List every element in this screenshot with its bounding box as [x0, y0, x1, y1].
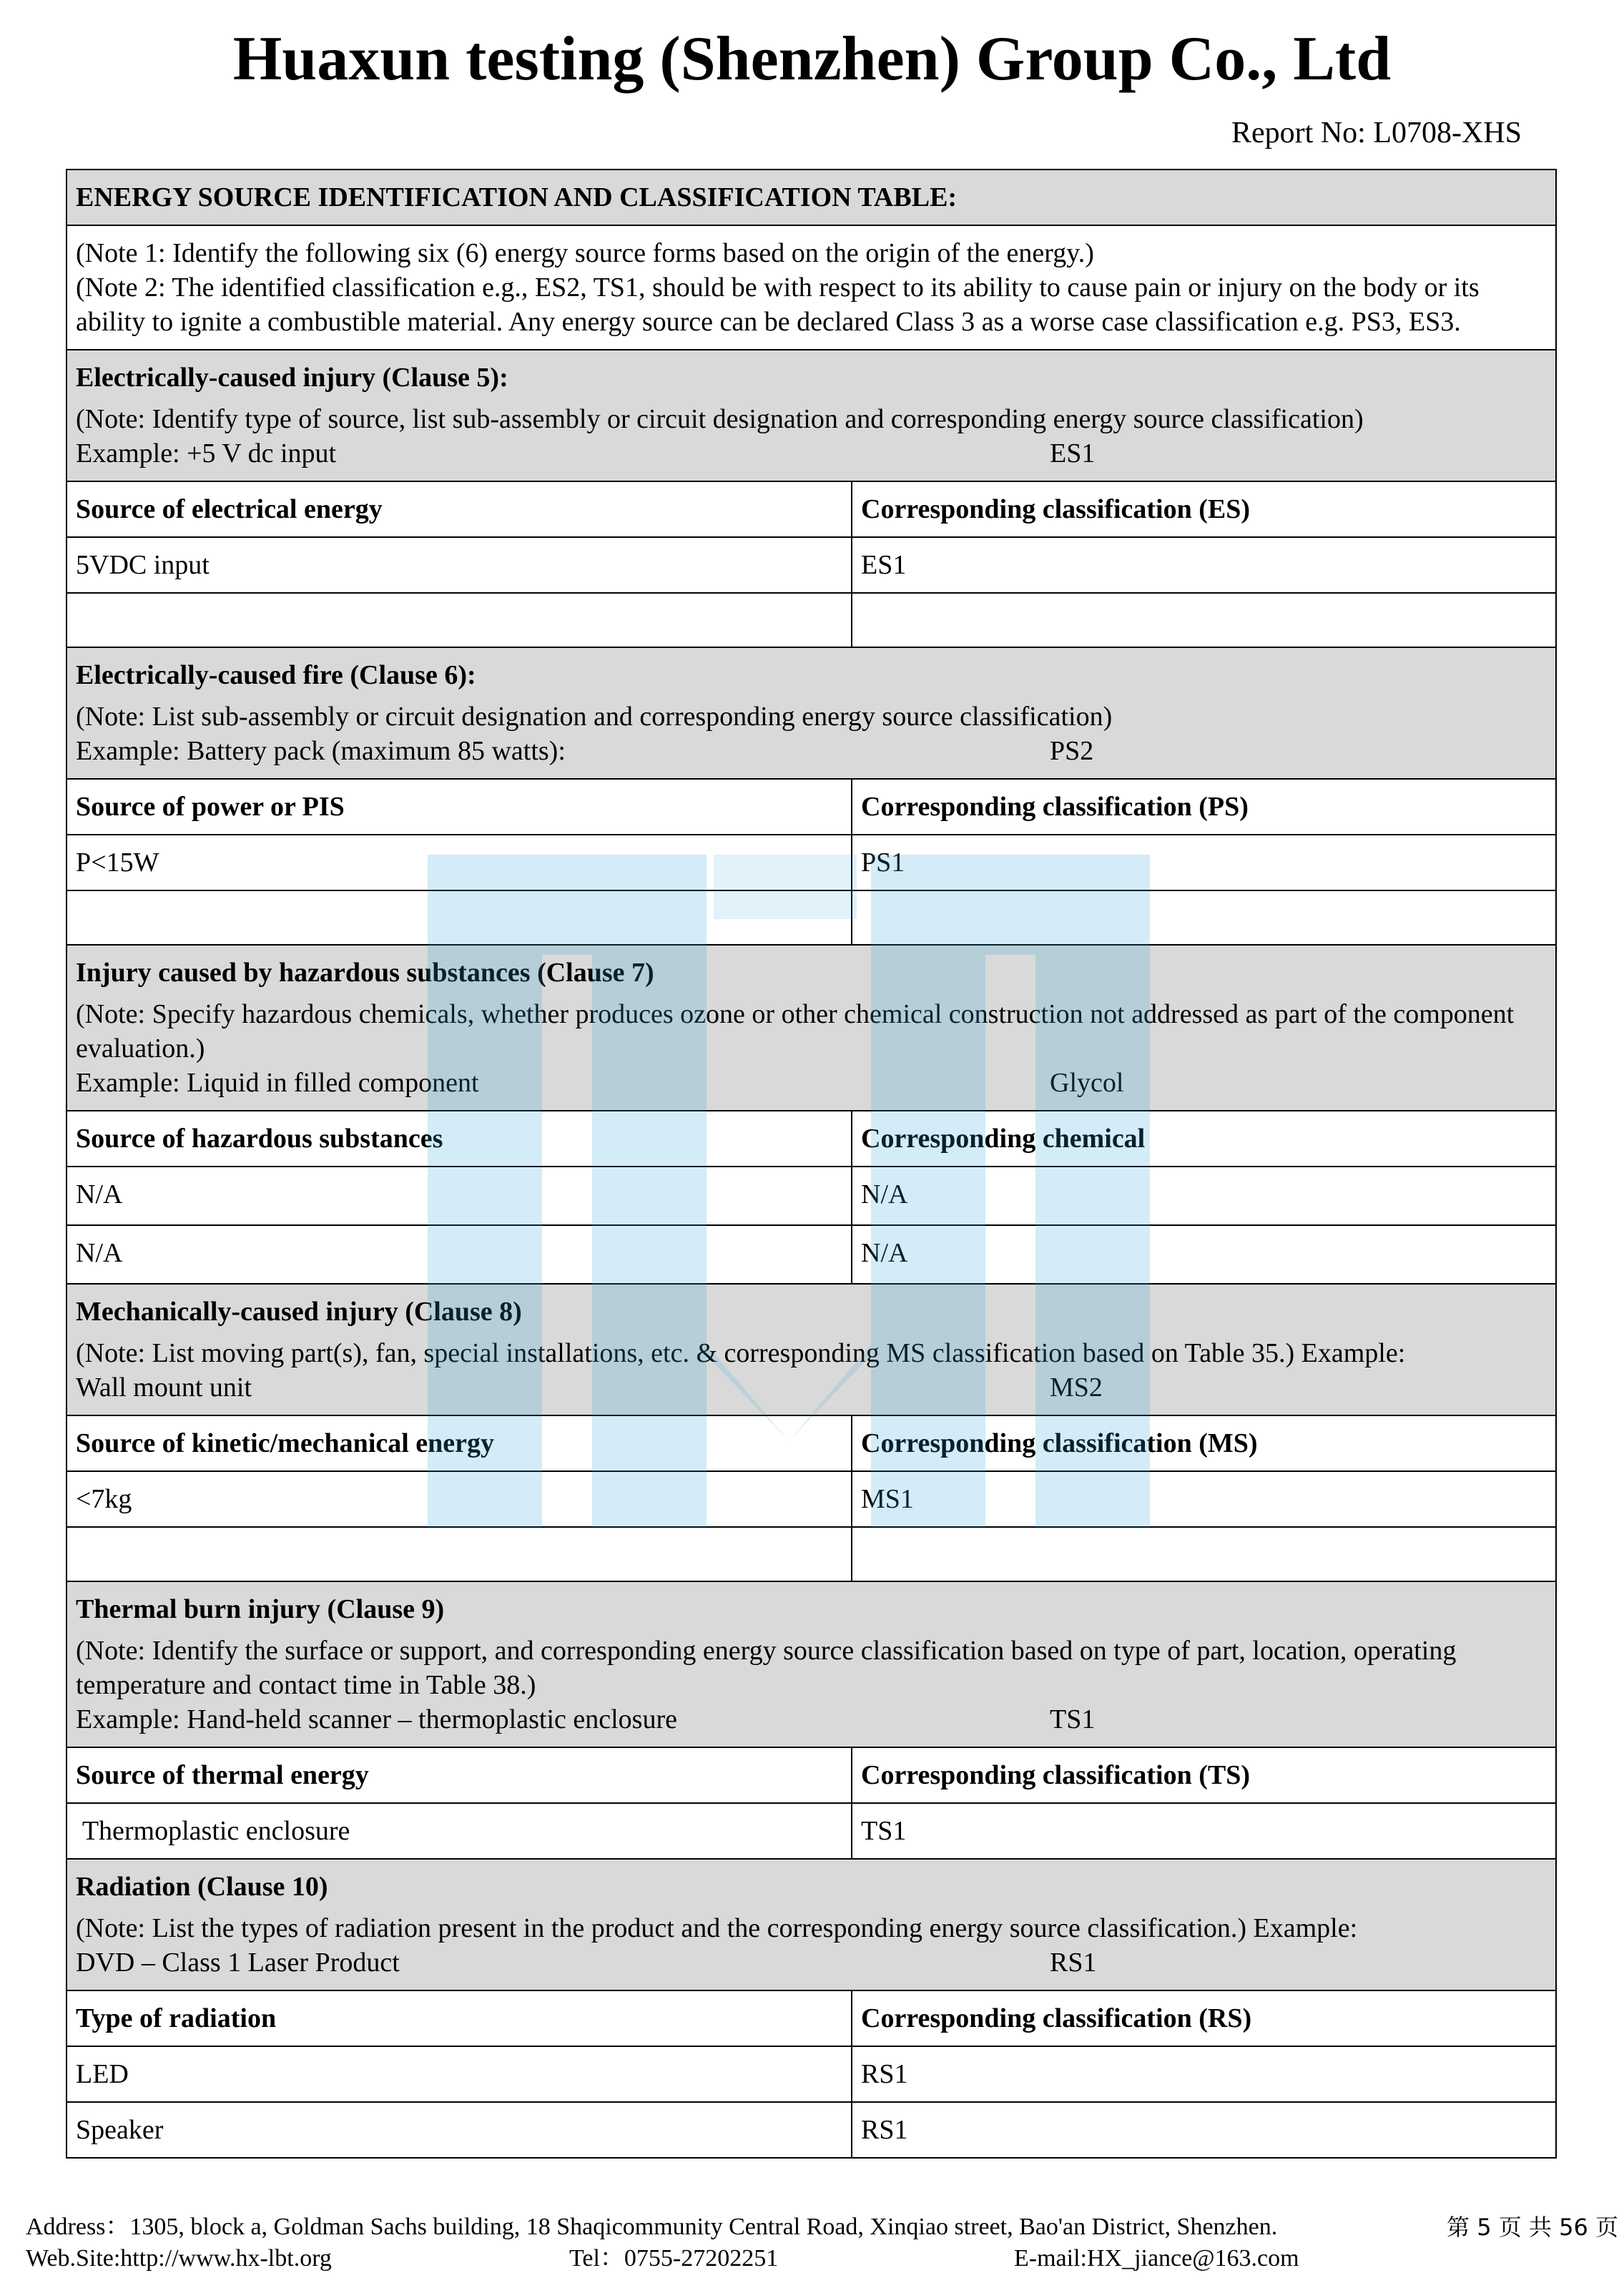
section-note: (Note: Specify hazardous chemicals, whether produces ozone or other chemical construction not addressed as part of the component evaluation.) — [76, 999, 1515, 1064]
section-heading: Electrically-caused injury (Clause 5): — [76, 363, 508, 393]
table-cell: RS1 — [852, 2046, 1556, 2102]
section-example — [76, 1370, 1547, 1405]
section-heading: Thermal burn injury (Clause 9) — [76, 1594, 445, 1624]
energy-source-table — [66, 169, 1557, 2159]
table-cell — [67, 593, 852, 647]
section-example — [76, 734, 1547, 768]
column-header: Source of hazardous substances — [67, 1111, 852, 1167]
example-label: Example: Battery pack (maximum 85 watts): — [76, 736, 566, 766]
example-label: Example: Liquid in filled component — [76, 1068, 479, 1098]
section-note: (Note: List moving part(s), fan, special installations, etc. & corresponding MS classification based on Table 35.) Example: — [76, 1338, 1406, 1368]
table-cell — [67, 890, 852, 945]
company-title: Huaxun testing (Shenzhen) Group Co., Ltd — [232, 24, 1392, 94]
table-cell — [852, 890, 1556, 945]
section-heading: Injury caused by hazardous substances (Clause 7) — [76, 958, 654, 988]
example-value: ES1 — [1050, 438, 1096, 468]
table-cell — [852, 593, 1556, 647]
section-electrical-injury — [67, 350, 1556, 481]
table-cell: MS1 — [852, 1471, 1556, 1527]
table-cell: PS1 — [852, 835, 1556, 890]
section-heading: Radiation (Clause 10) — [76, 1872, 328, 1902]
table-cell: <7kg — [67, 1471, 852, 1527]
section-note: (Note: List the types of radiation present in the product and the corresponding energy source classification.) Example: — [76, 1913, 1358, 1943]
column-header: Corresponding chemical — [852, 1111, 1556, 1167]
page-number: 第 5 页 共 56 页 — [1447, 2214, 1618, 2241]
report-number: Report No: L0708-XHS — [1231, 117, 1522, 149]
table-cell: N/A — [67, 1225, 852, 1284]
table-cell — [852, 1527, 1556, 1581]
column-header: Type of radiation — [67, 1990, 852, 2046]
table-cell: TS1 — [852, 1803, 1556, 1859]
example-value: PS2 — [1050, 736, 1094, 766]
table-cell: 5VDC input — [67, 537, 852, 593]
note-2: (Note 2: The identified classification e.g., ES2, TS1, should be with respect to its ability to cause pain or injury on the body or its ability to ignite a combustible material. Any energy source can be declared Class 3 as a worse case classification e.g. PS3, ES3. — [76, 273, 1480, 337]
section-example — [76, 1066, 1547, 1100]
section-note: (Note: List sub-assembly or circuit designation and corresponding energy source classification) — [76, 702, 1113, 732]
example-label: DVD – Class 1 Laser Product — [76, 1948, 400, 1978]
footer-website: Web.Site:http://www.hx-lbt.org — [26, 2245, 332, 2272]
section-hazardous-substances — [67, 945, 1556, 1111]
section-example — [76, 1702, 1547, 1737]
table-cell: RS1 — [852, 2102, 1556, 2158]
section-thermal-burn — [67, 1581, 1556, 1747]
section-heading: Electrically-caused fire (Clause 6): — [76, 660, 476, 690]
section-electrical-fire — [67, 647, 1556, 779]
section-example — [76, 1945, 1547, 1980]
column-header: Source of kinetic/mechanical energy — [67, 1415, 852, 1471]
table-title: ENERGY SOURCE IDENTIFICATION AND CLASSIFICATION TABLE: — [67, 170, 1556, 225]
footer-telephone: Tel：0755-27202251 — [569, 2245, 779, 2272]
table-cell: N/A — [67, 1167, 852, 1225]
section-heading: Mechanically-caused injury (Clause 8) — [76, 1297, 522, 1327]
section-mechanical-injury — [67, 1284, 1556, 1415]
section-example — [76, 436, 1547, 471]
column-header: Corresponding classification (ES) — [852, 481, 1556, 537]
column-header: Corresponding classification (TS) — [852, 1747, 1556, 1803]
example-value: Glycol — [1050, 1068, 1124, 1098]
table-notes — [67, 225, 1556, 350]
section-note: (Note: Identify the surface or support, and corresponding energy source classification based on type of part, location, operating temperature and contact time in Table 38.) — [76, 1636, 1457, 1700]
section-radiation — [67, 1859, 1556, 1990]
footer-email: E-mail:HX_jiance@163.com — [1014, 2245, 1299, 2272]
table-cell — [67, 1527, 852, 1581]
table-cell: Speaker — [67, 2102, 852, 2158]
table-cell: P<15W — [67, 835, 852, 890]
example-label: Example: Hand-held scanner – thermoplastic enclosure — [76, 1704, 677, 1734]
table-cell: Thermoplastic enclosure — [67, 1803, 852, 1859]
table-cell: N/A — [852, 1225, 1556, 1284]
example-label: Wall mount unit — [76, 1373, 252, 1403]
example-value: TS1 — [1050, 1704, 1096, 1734]
table-cell: LED — [67, 2046, 852, 2102]
table-cell: ES1 — [852, 537, 1556, 593]
column-header: Corresponding classification (PS) — [852, 779, 1556, 835]
column-header: Corresponding classification (RS) — [852, 1990, 1556, 2046]
section-note: (Note: Identify type of source, list sub-assembly or circuit designation and corresponding energy source classification) — [76, 404, 1364, 434]
table-cell: N/A — [852, 1167, 1556, 1225]
column-header: Corresponding classification (MS) — [852, 1415, 1556, 1471]
note-1: (Note 1: Identify the following six (6) energy source forms based on the origin of the energy.) — [76, 238, 1094, 268]
example-value: RS1 — [1050, 1948, 1097, 1978]
footer-address: Address：1305, block a, Goldman Sachs building, 18 Shaqicommunity Central Road, Xinqiao street, Bao'an District, Shenzhen. — [26, 2214, 1278, 2240]
example-value: MS2 — [1050, 1373, 1103, 1403]
column-header: Source of electrical energy — [67, 481, 852, 537]
column-header: Source of thermal energy — [67, 1747, 852, 1803]
example-label: Example: +5 V dc input — [76, 438, 337, 468]
column-header: Source of power or PIS — [67, 779, 852, 835]
